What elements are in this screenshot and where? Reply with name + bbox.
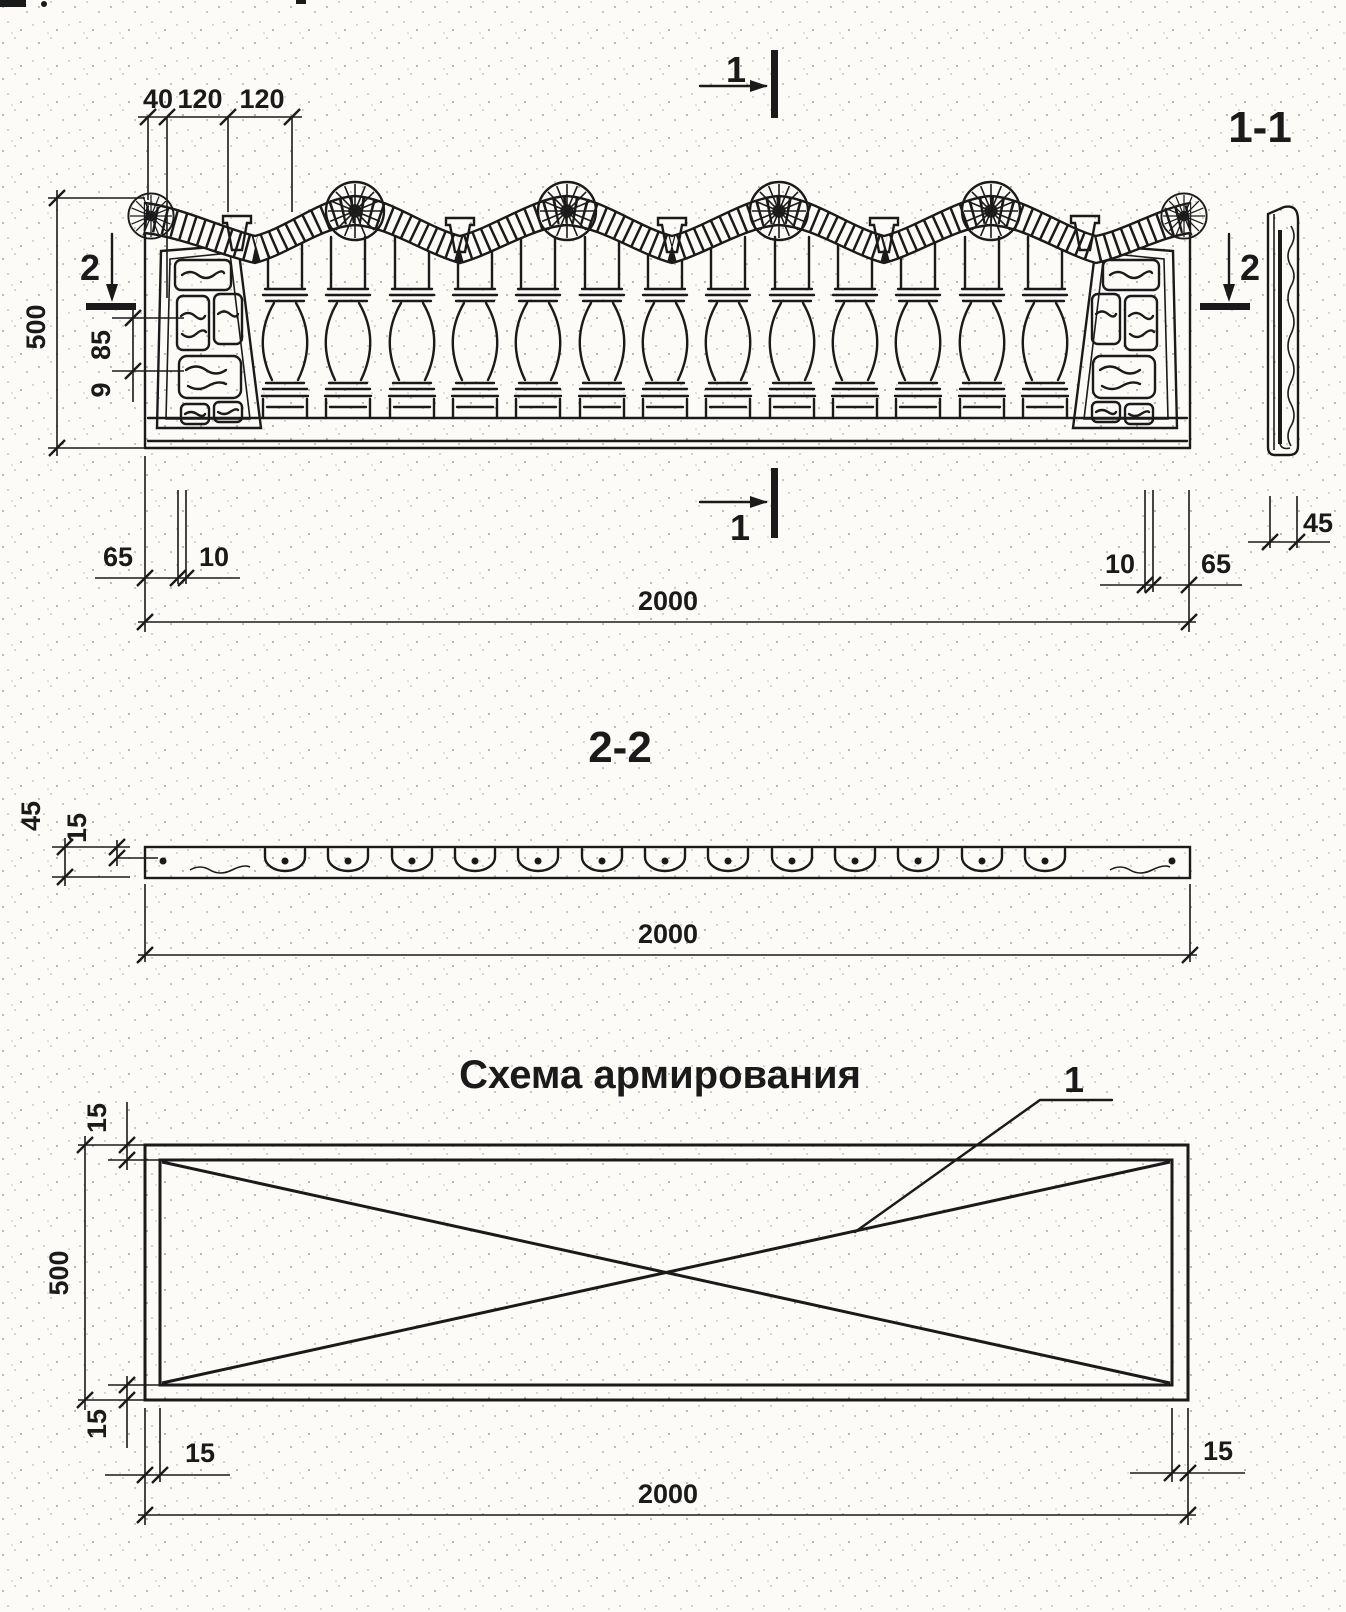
dim-label-45: 45	[1302, 508, 1334, 538]
callout-label: 1	[1063, 1059, 1085, 1100]
dim-label-10: 10	[198, 542, 230, 572]
rosette-ornament	[538, 182, 596, 240]
dim-label-120: 120	[177, 84, 223, 114]
section-label: 2	[79, 247, 101, 288]
rebar-dot	[1169, 858, 1176, 865]
dim-label-500: 500	[21, 304, 51, 350]
dim-label-15: 15	[82, 1408, 112, 1440]
rebar-dot	[160, 858, 167, 865]
view-title-2-2: 2-2	[588, 723, 652, 772]
corner-rosette-ornament	[1161, 193, 1206, 238]
section-label: 1	[729, 507, 751, 548]
section-label: 1	[725, 49, 747, 90]
rosette-ornament	[750, 182, 808, 240]
dim-label-45: 45	[16, 800, 46, 832]
dim-label-85: 85	[86, 329, 116, 361]
dim-label-15: 15	[184, 1438, 216, 1468]
view-title-1-1: 1-1	[1228, 103, 1292, 152]
rosette-ornament	[962, 182, 1020, 240]
dim-label-15: 15	[1202, 1436, 1234, 1466]
dim-label-2000: 2000	[637, 1479, 699, 1509]
dim-label-40: 40	[142, 84, 174, 114]
reinforcement-title: Схема армирования	[459, 1053, 861, 1097]
dim-label-15: 15	[62, 812, 92, 844]
dim-label-120: 120	[239, 84, 285, 114]
dim-label-500: 500	[44, 1250, 74, 1296]
section-label: 2	[1239, 247, 1261, 288]
dim-label-9: 9	[86, 382, 116, 398]
dim-label-2000: 2000	[637, 919, 699, 949]
dim-label-10: 10	[1104, 549, 1136, 579]
rosette-ornament	[326, 182, 384, 240]
dim-label-65: 65	[102, 542, 134, 572]
dim-label-2000: 2000	[637, 586, 699, 616]
dim-label-65: 65	[1200, 549, 1232, 579]
dim-label-15: 15	[82, 1102, 112, 1134]
